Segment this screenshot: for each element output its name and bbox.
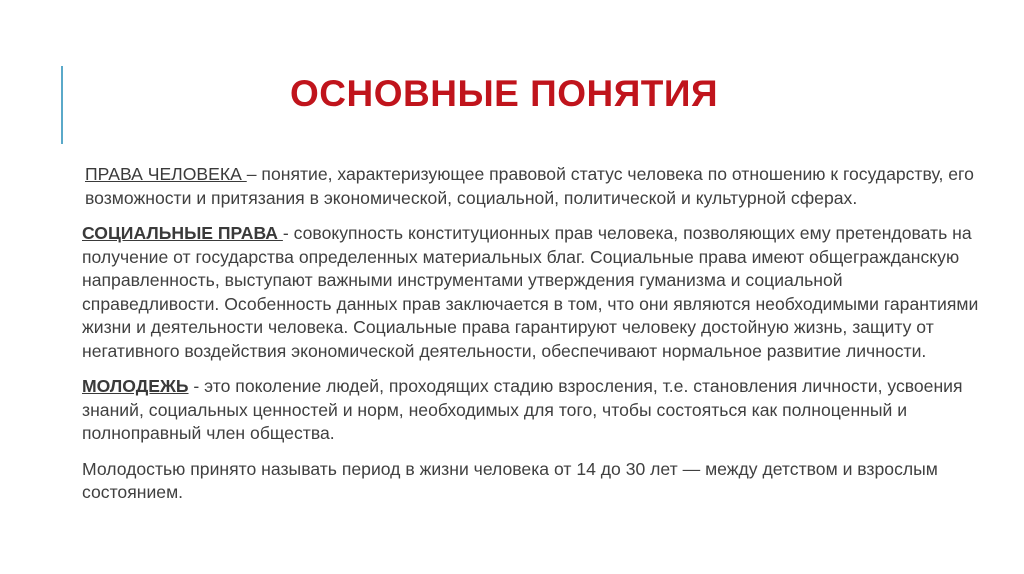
definition-human-rights-text: – понятие, характеризующее правовой статус человека по отношению к государству, его возможности и притязания в экономической, социальной, политической и культурной сферах. — [85, 164, 974, 208]
slide-content — [82, 163, 982, 517]
accent-bar — [61, 66, 63, 144]
definition-youth-text: - это поколение людей, проходящих стадию взросления, т.е. становления личности, усвоения знаний, социальных ценностей и норм, необходимых для того, чтобы состояться как полноценный и полноправный член общества. — [82, 376, 963, 443]
definition-social-rights — [82, 222, 982, 363]
definition-youth — [82, 375, 982, 446]
closing-paragraph: Молодостью принято называть период в жизни человека от 14 до 30 лет — между детством и взрослым состоянием. — [82, 458, 938, 502]
definition-human-rights — [82, 163, 982, 210]
term-social-rights: СОЦИАЛЬНЫЕ ПРАВА — [82, 223, 283, 243]
term-human-rights: ПРАВА ЧЕЛОВЕКА — [85, 164, 247, 184]
term-youth: МОЛОДЕЖЬ — [82, 376, 189, 396]
definition-social-rights-text: - совокупность конституционных прав человека, позволяющих ему претендовать на получение от государства определенных материальных благ. Социальные права имеют общегражданскую направленность, выступают важными инструментами утверждения гуманизма и социальной справедливости. Особенность данных прав заключается в том, что они являются необходимыми гарантиями жизни и деятельности человека. Социальные права гарантируют человеку достойную жизнь, защиту от негативного воздействия экономической деятельности, обеспечивают нормальное развитие личности. — [82, 223, 979, 361]
slide-title: ОСНОВНЫЕ ПОНЯТИЯ — [290, 73, 719, 114]
